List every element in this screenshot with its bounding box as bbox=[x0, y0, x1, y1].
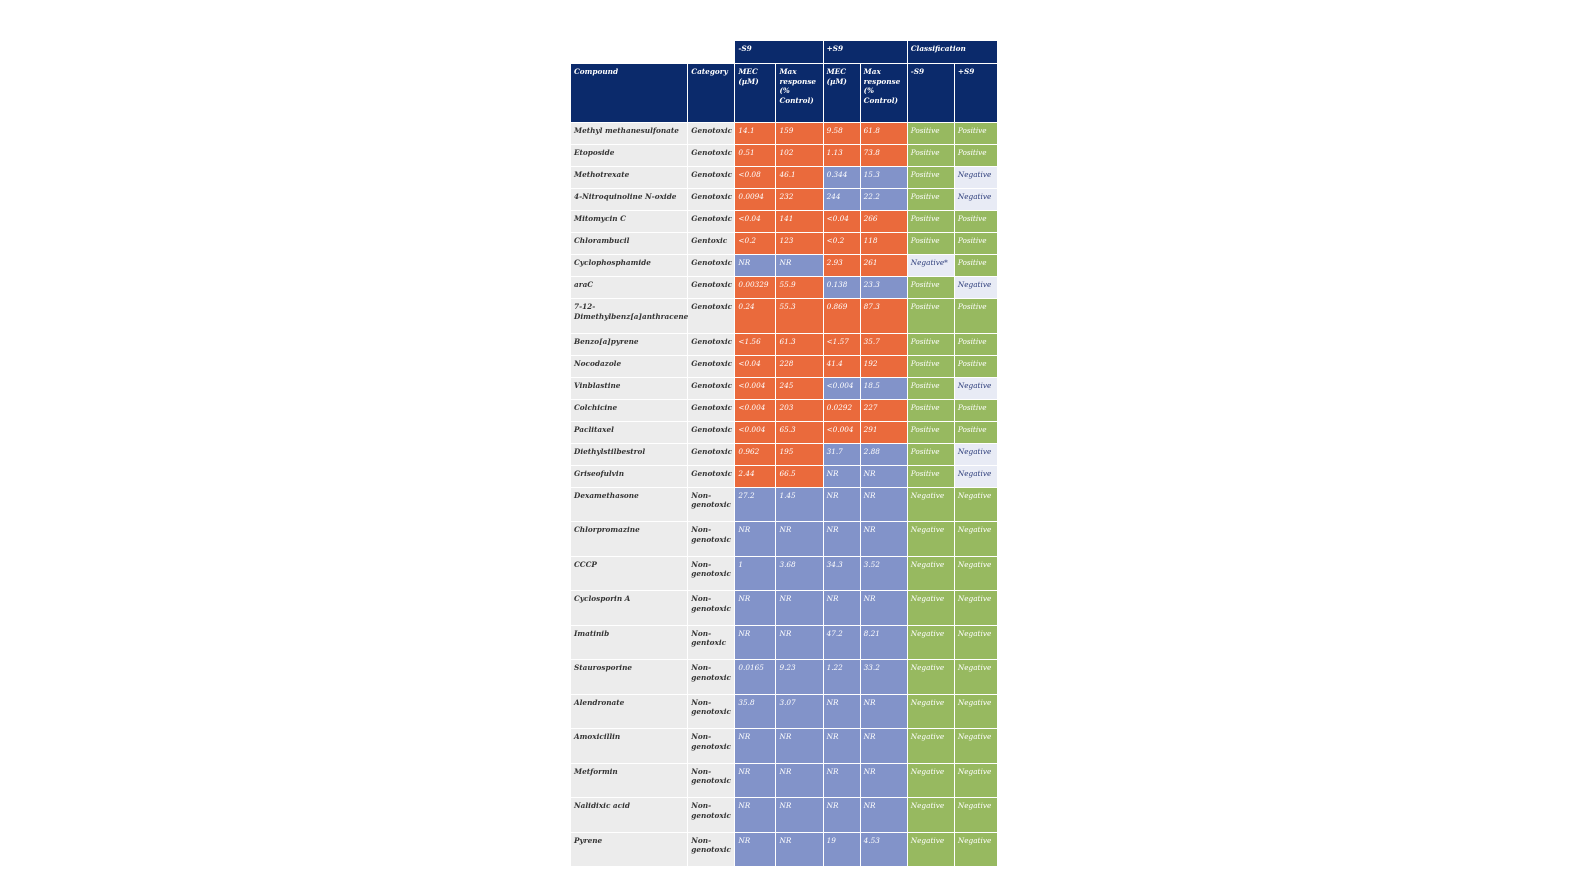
compound-cell: Chlorambucil bbox=[571, 233, 687, 254]
class-plus-s9-cell: Negative bbox=[955, 167, 997, 188]
compound-cell: Alendronate bbox=[571, 695, 687, 729]
category-cell: Non-gentoxic bbox=[688, 626, 734, 660]
mec-plus-s9-cell: 47.2 bbox=[824, 626, 860, 660]
class-plus-s9-cell: Negative bbox=[955, 833, 997, 867]
max-response-minus-s9-cell: 9.23 bbox=[776, 660, 822, 694]
max-response-minus-s9-cell: 55.9 bbox=[776, 277, 822, 298]
class-plus-s9-cell: Positive bbox=[955, 299, 997, 333]
compound-cell: Griseofulvin bbox=[571, 466, 687, 487]
table-row bbox=[571, 798, 997, 832]
mec-plus-s9-cell: NR bbox=[824, 729, 860, 763]
compound-cell: Diethylstilbestrol bbox=[571, 444, 687, 465]
class-plus-s9-cell: Positive bbox=[955, 400, 997, 421]
table-row bbox=[571, 695, 997, 729]
mec-plus-s9-cell: NR bbox=[824, 522, 860, 556]
class-plus-s9-cell: Positive bbox=[955, 145, 997, 166]
table-row bbox=[571, 255, 997, 276]
category-cell: Non-genotoxic bbox=[688, 729, 734, 763]
max-response-minus-s9-cell: NR bbox=[776, 729, 822, 763]
max-response-minus-s9-cell: 55.3 bbox=[776, 299, 822, 333]
table-row bbox=[571, 591, 997, 625]
mec-plus-s9-cell: <0.004 bbox=[824, 378, 860, 399]
table-row bbox=[571, 189, 997, 210]
table-row bbox=[571, 522, 997, 556]
compound-cell: Mitomycin C bbox=[571, 211, 687, 232]
mec-minus-s9-cell: 14.1 bbox=[735, 123, 775, 144]
category-cell: Non-genotoxic bbox=[688, 833, 734, 867]
col-header-max-response-plus-s9: Max response (% Control) bbox=[861, 64, 907, 122]
max-response-plus-s9-cell: NR bbox=[861, 798, 907, 832]
table-row bbox=[571, 444, 997, 465]
table-row bbox=[571, 764, 997, 798]
class-plus-s9-cell: Negative bbox=[955, 488, 997, 522]
category-cell: Genotoxic bbox=[688, 167, 734, 188]
class-plus-s9-cell: Positive bbox=[955, 334, 997, 355]
mec-plus-s9-cell: <0.004 bbox=[824, 422, 860, 443]
category-cell: Non-genotoxic bbox=[688, 488, 734, 522]
mec-plus-s9-cell: 34.3 bbox=[824, 557, 860, 591]
category-cell: Genotoxic bbox=[688, 299, 734, 333]
col-header-mec-plus-s9: MEC (µM) bbox=[824, 64, 860, 122]
compound-cell: Nalidixic acid bbox=[571, 798, 687, 832]
mec-plus-s9-cell: 244 bbox=[824, 189, 860, 210]
max-response-plus-s9-cell: 8.21 bbox=[861, 626, 907, 660]
category-cell: Genotoxic bbox=[688, 334, 734, 355]
class-plus-s9-cell: Negative bbox=[955, 378, 997, 399]
class-minus-s9-cell: Positive bbox=[908, 277, 954, 298]
mec-plus-s9-cell: 0.344 bbox=[824, 167, 860, 188]
category-cell: Non-genotoxic bbox=[688, 591, 734, 625]
compound-cell: Staurosporine bbox=[571, 660, 687, 694]
class-plus-s9-cell: Negative bbox=[955, 557, 997, 591]
col-header-max-response-minus-s9: Max response (% Control) bbox=[776, 64, 822, 122]
mec-minus-s9-cell: NR bbox=[735, 729, 775, 763]
mec-minus-s9-cell: NR bbox=[735, 764, 775, 798]
max-response-minus-s9-cell: NR bbox=[776, 798, 822, 832]
category-cell: Genotoxic bbox=[688, 123, 734, 144]
mec-plus-s9-cell: <0.04 bbox=[824, 211, 860, 232]
mec-plus-s9-cell: <0.2 bbox=[824, 233, 860, 254]
compound-cell: Metformin bbox=[571, 764, 687, 798]
col-header-mec-minus-s9: MEC (µM) bbox=[735, 64, 775, 122]
max-response-minus-s9-cell: 195 bbox=[776, 444, 822, 465]
max-response-minus-s9-cell: 159 bbox=[776, 123, 822, 144]
mec-minus-s9-cell: 0.24 bbox=[735, 299, 775, 333]
class-minus-s9-cell: Negative bbox=[908, 522, 954, 556]
mec-minus-s9-cell: 0.0094 bbox=[735, 189, 775, 210]
category-cell: Genotoxic bbox=[688, 444, 734, 465]
max-response-plus-s9-cell: 33.2 bbox=[861, 660, 907, 694]
group-header-row bbox=[571, 41, 997, 63]
table-row bbox=[571, 660, 997, 694]
mec-plus-s9-cell: NR bbox=[824, 764, 860, 798]
class-minus-s9-cell: Negative bbox=[908, 626, 954, 660]
max-response-plus-s9-cell: 35.7 bbox=[861, 334, 907, 355]
class-plus-s9-cell: Negative bbox=[955, 522, 997, 556]
class-minus-s9-cell: Negative bbox=[908, 729, 954, 763]
class-plus-s9-cell: Negative bbox=[955, 626, 997, 660]
group-header-minus-s9: -S9 bbox=[735, 41, 822, 63]
group-header-classification: Classification bbox=[908, 41, 997, 63]
table-row bbox=[571, 626, 997, 660]
max-response-plus-s9-cell: 2.88 bbox=[861, 444, 907, 465]
max-response-minus-s9-cell: NR bbox=[776, 626, 822, 660]
col-header-category: Category bbox=[688, 64, 734, 122]
table-row bbox=[571, 488, 997, 522]
class-minus-s9-cell: Positive bbox=[908, 167, 954, 188]
max-response-minus-s9-cell: 228 bbox=[776, 356, 822, 377]
class-minus-s9-cell: Positive bbox=[908, 400, 954, 421]
table-row bbox=[571, 167, 997, 188]
mec-plus-s9-cell: NR bbox=[824, 466, 860, 487]
mec-plus-s9-cell: 0.0292 bbox=[824, 400, 860, 421]
compound-cell: Imatinib bbox=[571, 626, 687, 660]
mec-minus-s9-cell: 0.51 bbox=[735, 145, 775, 166]
mec-minus-s9-cell: NR bbox=[735, 626, 775, 660]
mec-plus-s9-cell: 2.93 bbox=[824, 255, 860, 276]
max-response-plus-s9-cell: NR bbox=[861, 591, 907, 625]
class-plus-s9-cell: Negative bbox=[955, 591, 997, 625]
class-minus-s9-cell: Positive bbox=[908, 444, 954, 465]
max-response-plus-s9-cell: 118 bbox=[861, 233, 907, 254]
table-row bbox=[571, 233, 997, 254]
max-response-plus-s9-cell: 87.3 bbox=[861, 299, 907, 333]
compound-cell: CCCP bbox=[571, 557, 687, 591]
max-response-minus-s9-cell: 3.68 bbox=[776, 557, 822, 591]
class-minus-s9-cell: Negative bbox=[908, 764, 954, 798]
max-response-minus-s9-cell: 141 bbox=[776, 211, 822, 232]
class-minus-s9-cell: Negative bbox=[908, 660, 954, 694]
class-plus-s9-cell: Negative bbox=[955, 660, 997, 694]
max-response-plus-s9-cell: NR bbox=[861, 695, 907, 729]
compound-cell: Pyrene bbox=[571, 833, 687, 867]
class-plus-s9-cell: Negative bbox=[955, 277, 997, 298]
class-minus-s9-cell: Positive bbox=[908, 422, 954, 443]
class-minus-s9-cell: Positive bbox=[908, 211, 954, 232]
mec-plus-s9-cell: <1.57 bbox=[824, 334, 860, 355]
mec-minus-s9-cell: <1.56 bbox=[735, 334, 775, 355]
max-response-plus-s9-cell: 18.5 bbox=[861, 378, 907, 399]
mec-minus-s9-cell: <0.004 bbox=[735, 422, 775, 443]
mec-minus-s9-cell: <0.004 bbox=[735, 378, 775, 399]
compound-cell: Amoxicillin bbox=[571, 729, 687, 763]
mec-minus-s9-cell: NR bbox=[735, 833, 775, 867]
table-row bbox=[571, 557, 997, 591]
compound-cell: Vinblastine bbox=[571, 378, 687, 399]
max-response-plus-s9-cell: 4.53 bbox=[861, 833, 907, 867]
max-response-plus-s9-cell: 22.2 bbox=[861, 189, 907, 210]
class-minus-s9-cell: Negative* bbox=[908, 255, 954, 276]
table-row bbox=[571, 299, 997, 333]
mec-plus-s9-cell: NR bbox=[824, 591, 860, 625]
max-response-plus-s9-cell: NR bbox=[861, 764, 907, 798]
compound-cell: Colchicine bbox=[571, 400, 687, 421]
category-cell: Genotoxic bbox=[688, 400, 734, 421]
max-response-plus-s9-cell: 61.8 bbox=[861, 123, 907, 144]
max-response-minus-s9-cell: 102 bbox=[776, 145, 822, 166]
class-plus-s9-cell: Negative bbox=[955, 729, 997, 763]
class-plus-s9-cell: Negative bbox=[955, 466, 997, 487]
category-cell: Genotoxic bbox=[688, 356, 734, 377]
table-row bbox=[571, 277, 997, 298]
compound-cell: 4-Nitroquinoline N-oxide bbox=[571, 189, 687, 210]
mec-minus-s9-cell: <0.004 bbox=[735, 400, 775, 421]
col-header-class-plus-s9: +S9 bbox=[955, 64, 997, 122]
class-plus-s9-cell: Positive bbox=[955, 422, 997, 443]
compound-cell: araC bbox=[571, 277, 687, 298]
max-response-plus-s9-cell: 15.3 bbox=[861, 167, 907, 188]
mec-plus-s9-cell: NR bbox=[824, 798, 860, 832]
max-response-minus-s9-cell: NR bbox=[776, 255, 822, 276]
category-cell: Genotoxic bbox=[688, 255, 734, 276]
compound-cell: Methotrexate bbox=[571, 167, 687, 188]
category-cell: Genotoxic bbox=[688, 189, 734, 210]
table-row bbox=[571, 400, 997, 421]
table-row bbox=[571, 123, 997, 144]
category-cell: Gentoxic bbox=[688, 233, 734, 254]
mec-minus-s9-cell: 27.2 bbox=[735, 488, 775, 522]
class-minus-s9-cell: Positive bbox=[908, 123, 954, 144]
compound-cell: Nocodazole bbox=[571, 356, 687, 377]
class-plus-s9-cell: Positive bbox=[955, 255, 997, 276]
compound-cell: Dexamethasone bbox=[571, 488, 687, 522]
max-response-minus-s9-cell: NR bbox=[776, 764, 822, 798]
max-response-plus-s9-cell: 261 bbox=[861, 255, 907, 276]
group-header-blank bbox=[571, 41, 734, 63]
table-row bbox=[571, 466, 997, 487]
mec-plus-s9-cell: 19 bbox=[824, 833, 860, 867]
max-response-minus-s9-cell: 123 bbox=[776, 233, 822, 254]
max-response-plus-s9-cell: NR bbox=[861, 488, 907, 522]
class-minus-s9-cell: Positive bbox=[908, 466, 954, 487]
compound-cell: Chlorpromazine bbox=[571, 522, 687, 556]
table-row bbox=[571, 833, 997, 867]
mec-plus-s9-cell: 9.58 bbox=[824, 123, 860, 144]
max-response-minus-s9-cell: 3.07 bbox=[776, 695, 822, 729]
class-plus-s9-cell: Negative bbox=[955, 444, 997, 465]
category-cell: Non-genotoxic bbox=[688, 798, 734, 832]
compound-results-table bbox=[570, 40, 998, 867]
category-cell: Genotoxic bbox=[688, 277, 734, 298]
max-response-minus-s9-cell: 245 bbox=[776, 378, 822, 399]
class-minus-s9-cell: Negative bbox=[908, 557, 954, 591]
category-cell: Non-genotoxic bbox=[688, 695, 734, 729]
max-response-plus-s9-cell: 227 bbox=[861, 400, 907, 421]
class-minus-s9-cell: Positive bbox=[908, 145, 954, 166]
category-cell: Genotoxic bbox=[688, 145, 734, 166]
table-row bbox=[571, 334, 997, 355]
max-response-minus-s9-cell: 61.3 bbox=[776, 334, 822, 355]
mec-plus-s9-cell: 1.13 bbox=[824, 145, 860, 166]
compound-cell: Etoposide bbox=[571, 145, 687, 166]
class-plus-s9-cell: Positive bbox=[955, 211, 997, 232]
compound-cell: Cyclosporin A bbox=[571, 591, 687, 625]
class-plus-s9-cell: Positive bbox=[955, 356, 997, 377]
mec-minus-s9-cell: NR bbox=[735, 522, 775, 556]
compound-cell: Paclitaxel bbox=[571, 422, 687, 443]
max-response-minus-s9-cell: 65.3 bbox=[776, 422, 822, 443]
mec-plus-s9-cell: 0.869 bbox=[824, 299, 860, 333]
max-response-minus-s9-cell: 203 bbox=[776, 400, 822, 421]
col-header-class-minus-s9: -S9 bbox=[908, 64, 954, 122]
class-plus-s9-cell: Negative bbox=[955, 798, 997, 832]
mec-minus-s9-cell: 0.0165 bbox=[735, 660, 775, 694]
mec-minus-s9-cell: <0.08 bbox=[735, 167, 775, 188]
compound-cell: Cyclophosphamide bbox=[571, 255, 687, 276]
max-response-plus-s9-cell: 291 bbox=[861, 422, 907, 443]
max-response-plus-s9-cell: NR bbox=[861, 522, 907, 556]
class-minus-s9-cell: Positive bbox=[908, 378, 954, 399]
max-response-plus-s9-cell: 266 bbox=[861, 211, 907, 232]
max-response-plus-s9-cell: 192 bbox=[861, 356, 907, 377]
mec-minus-s9-cell: NR bbox=[735, 798, 775, 832]
class-minus-s9-cell: Positive bbox=[908, 356, 954, 377]
category-cell: Non-genotoxic bbox=[688, 522, 734, 556]
mec-minus-s9-cell: <0.2 bbox=[735, 233, 775, 254]
mec-minus-s9-cell: 0.00329 bbox=[735, 277, 775, 298]
category-cell: Non-genotoxic bbox=[688, 660, 734, 694]
class-minus-s9-cell: Positive bbox=[908, 299, 954, 333]
col-header-compound: Compound bbox=[571, 64, 687, 122]
max-response-minus-s9-cell: 66.5 bbox=[776, 466, 822, 487]
table-row bbox=[571, 145, 997, 166]
max-response-plus-s9-cell: 73.8 bbox=[861, 145, 907, 166]
mec-plus-s9-cell: 41.4 bbox=[824, 356, 860, 377]
class-minus-s9-cell: Negative bbox=[908, 488, 954, 522]
max-response-minus-s9-cell: 232 bbox=[776, 189, 822, 210]
table-row bbox=[571, 211, 997, 232]
max-response-minus-s9-cell: 46.1 bbox=[776, 167, 822, 188]
mec-minus-s9-cell: NR bbox=[735, 591, 775, 625]
max-response-plus-s9-cell: NR bbox=[861, 729, 907, 763]
table-row bbox=[571, 422, 997, 443]
mec-minus-s9-cell: 35.8 bbox=[735, 695, 775, 729]
class-plus-s9-cell: Negative bbox=[955, 189, 997, 210]
mec-minus-s9-cell: <0.04 bbox=[735, 356, 775, 377]
mec-plus-s9-cell: NR bbox=[824, 488, 860, 522]
category-cell: Non-genotoxic bbox=[688, 764, 734, 798]
class-minus-s9-cell: Positive bbox=[908, 189, 954, 210]
compound-cell: 7-12-Dimethylbenz[a]anthracene bbox=[571, 299, 687, 333]
category-cell: Genotoxic bbox=[688, 378, 734, 399]
column-header-row bbox=[571, 64, 997, 122]
mec-plus-s9-cell: NR bbox=[824, 695, 860, 729]
category-cell: Genotoxic bbox=[688, 422, 734, 443]
category-cell: Genotoxic bbox=[688, 466, 734, 487]
class-minus-s9-cell: Negative bbox=[908, 695, 954, 729]
mec-minus-s9-cell: 0.962 bbox=[735, 444, 775, 465]
group-header-plus-s9: +S9 bbox=[824, 41, 907, 63]
max-response-minus-s9-cell: 1.45 bbox=[776, 488, 822, 522]
mec-minus-s9-cell: <0.04 bbox=[735, 211, 775, 232]
class-minus-s9-cell: Negative bbox=[908, 833, 954, 867]
mec-minus-s9-cell: NR bbox=[735, 255, 775, 276]
class-plus-s9-cell: Negative bbox=[955, 695, 997, 729]
category-cell: Non-genotoxic bbox=[688, 557, 734, 591]
max-response-plus-s9-cell: 23.3 bbox=[861, 277, 907, 298]
class-minus-s9-cell: Positive bbox=[908, 334, 954, 355]
class-minus-s9-cell: Positive bbox=[908, 233, 954, 254]
class-plus-s9-cell: Positive bbox=[955, 233, 997, 254]
category-cell: Genotoxic bbox=[688, 211, 734, 232]
mec-plus-s9-cell: 0.138 bbox=[824, 277, 860, 298]
max-response-minus-s9-cell: NR bbox=[776, 591, 822, 625]
mec-minus-s9-cell: 1 bbox=[735, 557, 775, 591]
mec-plus-s9-cell: 1.22 bbox=[824, 660, 860, 694]
class-minus-s9-cell: Negative bbox=[908, 798, 954, 832]
mec-minus-s9-cell: 2.44 bbox=[735, 466, 775, 487]
class-plus-s9-cell: Negative bbox=[955, 764, 997, 798]
table-row bbox=[571, 378, 997, 399]
table-row bbox=[571, 356, 997, 377]
table-row bbox=[571, 729, 997, 763]
max-response-minus-s9-cell: NR bbox=[776, 522, 822, 556]
compound-cell: Methyl methanesulfonate bbox=[571, 123, 687, 144]
compound-cell: Benzo[a]pyrene bbox=[571, 334, 687, 355]
class-minus-s9-cell: Negative bbox=[908, 591, 954, 625]
mec-plus-s9-cell: 31.7 bbox=[824, 444, 860, 465]
class-plus-s9-cell: Positive bbox=[955, 123, 997, 144]
table-body bbox=[571, 123, 997, 866]
max-response-plus-s9-cell: NR bbox=[861, 466, 907, 487]
max-response-plus-s9-cell: 3.52 bbox=[861, 557, 907, 591]
max-response-minus-s9-cell: NR bbox=[776, 833, 822, 867]
